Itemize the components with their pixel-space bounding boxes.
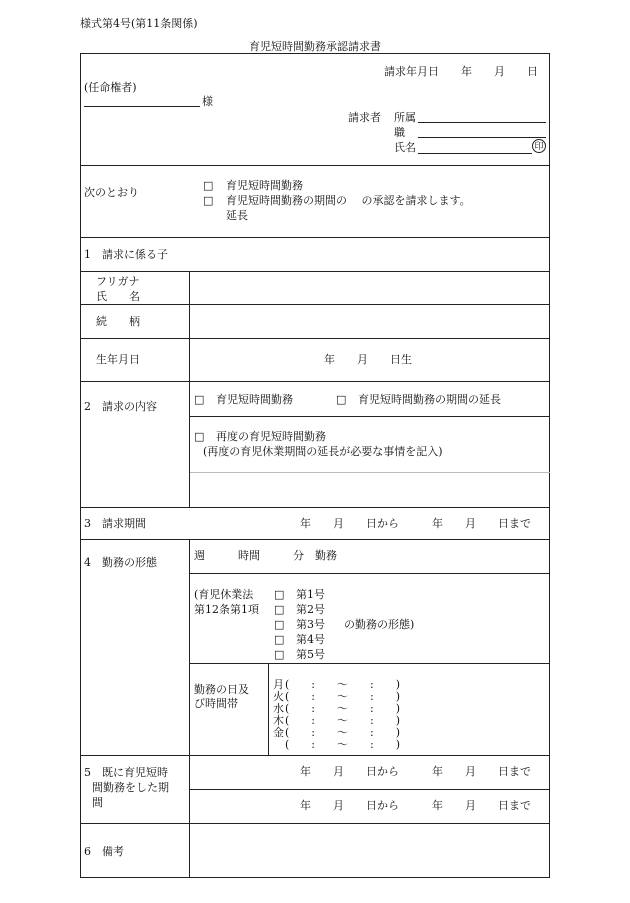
dept-label: 所属 — [394, 111, 416, 124]
form-code: 様式第4号(第11条関係) — [80, 17, 198, 30]
content-option-3-note: (再度の育児休業期間の延長が必要な事情を記入) — [203, 445, 443, 458]
request-option-1: 育児短時間勤務 — [226, 179, 303, 192]
rule-h — [80, 755, 550, 756]
birthdate-value: 年 月 日生 — [324, 353, 412, 366]
checkbox[interactable]: □ — [274, 588, 285, 601]
form-suffix: の勤務の形態) — [344, 618, 415, 631]
checkbox[interactable]: □ — [203, 179, 214, 192]
rule-h — [80, 165, 550, 166]
name-field[interactable] — [418, 153, 532, 154]
request-type-label: 次のとおり — [84, 186, 139, 199]
form-item: 第5号 — [296, 648, 325, 661]
checkbox[interactable]: □ — [336, 393, 347, 406]
authority-name-line[interactable] — [84, 106, 200, 107]
day-label: 木 — [273, 714, 284, 727]
section-1-title: 1 請求に係る子 — [84, 248, 168, 261]
relation-label: 続 柄 — [96, 315, 140, 328]
content-option-1: 育児短時間勤務 — [216, 393, 293, 406]
section-2-title: 2 請求の内容 — [84, 400, 157, 413]
child-name-label: 氏 名 — [96, 290, 140, 303]
seal-mark: 印 — [532, 139, 546, 153]
rule-h — [80, 539, 550, 540]
request-option-2: 育児短時間勤務の期間の の承認を請求します。 — [226, 194, 471, 207]
form-item: 第2号 — [296, 603, 325, 616]
rule-h — [80, 271, 550, 272]
rule-h — [80, 237, 550, 238]
law-ref-2: 第12条第1項 — [194, 603, 259, 616]
section-4-title: 4 勤務の形態 — [84, 556, 157, 569]
day-label: 月 — [273, 678, 284, 691]
form-item: 第4号 — [296, 633, 325, 646]
content-option-2: 育児短時間勤務の期間の延長 — [358, 393, 501, 406]
rule-v — [189, 271, 190, 507]
day-label: 金 — [273, 726, 284, 739]
law-ref-1: (育児休業法 — [194, 588, 254, 601]
day-label: 水 — [273, 702, 284, 715]
checkbox[interactable]: □ — [203, 194, 214, 207]
checkbox[interactable]: □ — [274, 648, 285, 661]
past-period-2: 年 月 日から 年 月 日まで — [300, 799, 531, 812]
dept-field[interactable] — [418, 122, 546, 123]
time-range[interactable]: ( : ～ : ) — [285, 714, 400, 727]
furigana-label: フリガナ — [96, 275, 140, 288]
rule-h — [189, 663, 550, 664]
rule-h — [80, 304, 550, 305]
honorific: 様 — [202, 95, 213, 108]
rule-h — [189, 416, 550, 417]
checkbox[interactable]: □ — [274, 603, 285, 616]
form-item: 第1号 — [296, 588, 325, 601]
content-option-3: 再度の育児短時間勤務 — [216, 430, 326, 443]
time-range[interactable]: ( : ～ : ) — [285, 726, 400, 739]
rule-h — [80, 381, 550, 382]
section-6-title: 6 備考 — [84, 845, 124, 858]
form-item: 第3号 — [296, 618, 325, 631]
name-label: 氏名 — [394, 141, 416, 154]
time-range[interactable]: ( : ～ : ) — [285, 738, 400, 751]
checkbox[interactable]: □ — [194, 393, 205, 406]
requester-label: 請求者 — [348, 111, 381, 124]
time-range[interactable]: ( : ～ : ) — [285, 678, 400, 691]
document-title: 育児短時間勤務承認請求書 — [249, 40, 381, 53]
section-5-title-1: 5 既に育児短時 — [84, 766, 168, 779]
authority-label: (任命権者) — [84, 81, 137, 94]
day-label: 火 — [273, 690, 284, 703]
weekly-hours: 週 時間 分 勤務 — [194, 549, 337, 562]
section-5-title-3: 間 — [92, 796, 103, 809]
checkbox[interactable]: □ — [274, 618, 285, 631]
rule-h — [189, 472, 550, 473]
time-range[interactable]: ( : ～ : ) — [285, 690, 400, 703]
remarks-area[interactable] — [190, 825, 549, 877]
rule-v — [268, 663, 269, 755]
checkbox[interactable]: □ — [194, 430, 205, 443]
work-days-label-1: 勤務の日及 — [194, 683, 249, 696]
request-date: 請求年月日 年 月 日 — [384, 65, 538, 78]
section-3-title: 3 請求期間 — [84, 517, 146, 530]
rule-h — [80, 338, 550, 339]
rule-h — [80, 823, 550, 824]
checkbox[interactable]: □ — [274, 633, 285, 646]
section-5-title-2: 間勤務をした期 — [92, 781, 169, 794]
rule-h — [189, 789, 550, 790]
rule-h — [80, 507, 550, 508]
time-range[interactable]: ( : ～ : ) — [285, 702, 400, 715]
request-option-2-extra: 延長 — [226, 209, 248, 222]
birthdate-label: 生年月日 — [96, 353, 140, 366]
position-field[interactable] — [418, 137, 546, 138]
request-period: 年 月 日から 年 月 日まで — [300, 517, 531, 530]
past-period-1: 年 月 日から 年 月 日まで — [300, 765, 531, 778]
rule-h — [189, 573, 550, 574]
position-label: 職 — [394, 126, 405, 139]
work-days-label-2: び時間帯 — [194, 697, 238, 710]
